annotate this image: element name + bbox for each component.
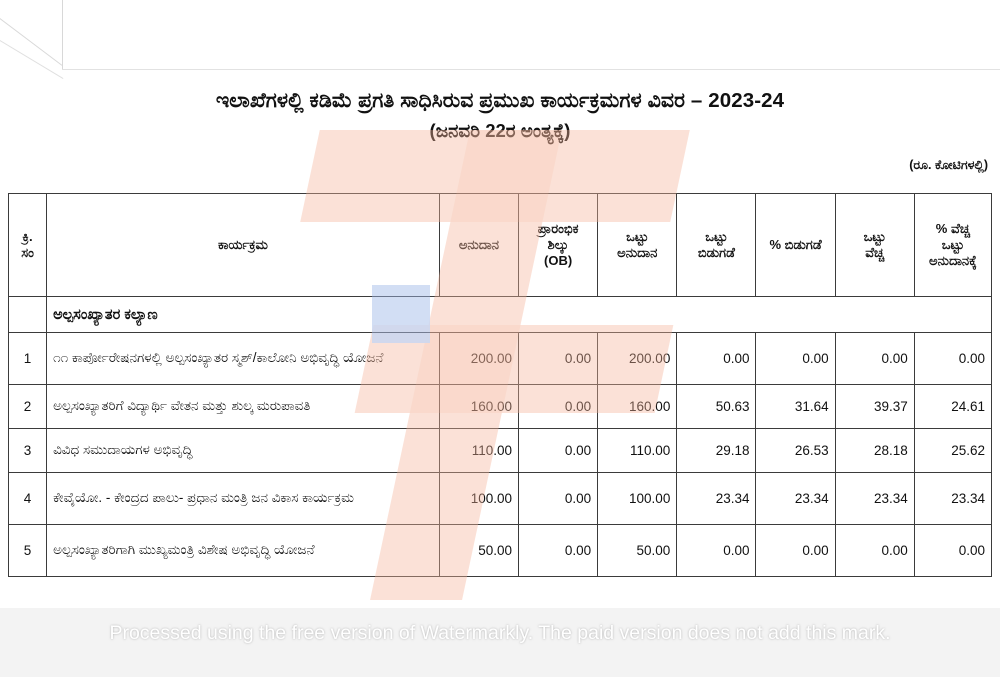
row-percent-release: 23.34 — [756, 473, 835, 525]
row-program: ೧೧ ಕಾರ್ಪೋರೇಷನಗಳಲ್ಲಿ ಅಲ್ಪಸಂಖ್ಯಾತರ ಸ್ಮಶ್/ಕಾಲೋನಿ ಅಭಿವೃದ್ಧಿ ಯೋಜನೆ — [47, 333, 440, 385]
column-header-program: ಕಾರ್ಯಕ್ರಮ — [47, 194, 440, 297]
column-header-opening-balance: ಪ್ರಾರಂಭಿಕ ಶಿಲ್ಕು (OB) — [519, 194, 598, 297]
column-header-serial: ಕ್ರಿ. ಸಂ — [9, 194, 47, 297]
row-percent-release: 31.64 — [756, 385, 835, 429]
table-row — [9, 525, 992, 577]
row-total-release: 23.34 — [677, 473, 756, 525]
page-title: ಇಲಾಖೆಗಳಲ್ಲಿ ಕಡಿಮೆ ಪ್ರಗತಿ ಸಾಧಿಸಿರುವ ಪ್ರಮುಖ ಕಾರ್ಯಕ್ರಮಗಳ ವಿವರ – 2023-24 — [215, 89, 785, 112]
row-grant: 110.00 — [439, 429, 518, 473]
row-percent-expenditure: 24.61 — [914, 385, 991, 429]
row-opening-balance: 0.00 — [519, 429, 598, 473]
row-total-grant: 100.00 — [598, 473, 677, 525]
row-program: ಅಲ್ಪಸಂಖ್ಯಾತರಿಗೆ ವಿದ್ಯಾರ್ಥಿ ವೇತನ ಮತ್ತು ಶುಲ್ಕ ಮರುಪಾವತಿ — [47, 385, 440, 429]
unit-note: (ರೂ. ಕೋಟಿಗಳಲ್ಲಿ) — [909, 158, 988, 172]
row-total-expenditure: 23.34 — [835, 473, 914, 525]
column-header-percent-release: % ಬಿಡುಗಡೆ — [756, 194, 835, 297]
scan-fold-line-vertical — [62, 0, 63, 70]
row-serial: 2 — [9, 385, 47, 429]
row-grant: 160.00 — [439, 385, 518, 429]
row-opening-balance: 0.00 — [519, 473, 598, 525]
row-total-expenditure: 39.37 — [835, 385, 914, 429]
row-percent-expenditure: 0.00 — [914, 525, 991, 577]
section-title-cell: ಅಲ್ಪಸಂಖ್ಯಾತರ ಕಲ್ಯಾಣ — [47, 297, 992, 333]
page-subtitle: (ಜನವರಿ 22ರ ಅಂತ್ಯಕ್ಕೆ) — [429, 119, 571, 141]
programs-table — [8, 193, 992, 577]
row-program: ಕೇವೈಯೋ. - ಕೇಂದ್ರದ ಪಾಲು- ಪ್ರಧಾನ ಮಂತ್ರಿ ಜನ ವಿಕಾಸ ಕಾರ್ಯಕ್ರಮ — [47, 473, 440, 525]
row-percent-release: 0.00 — [756, 525, 835, 577]
row-percent-expenditure: 0.00 — [914, 333, 991, 385]
row-serial: 5 — [9, 525, 47, 577]
scan-fold-line-horizontal — [62, 69, 1000, 70]
row-percent-expenditure: 25.62 — [914, 429, 991, 473]
document-title-block — [0, 88, 1000, 142]
table-row — [9, 473, 992, 525]
row-percent-release: 26.53 — [756, 429, 835, 473]
row-serial: 4 — [9, 473, 47, 525]
row-serial: 1 — [9, 333, 47, 385]
column-header-percent-expenditure: % ವೆಚ್ಚ ಒಟ್ಟು ಅನುದಾನಕ್ಕೆ — [914, 194, 991, 297]
row-grant: 200.00 — [439, 333, 518, 385]
row-opening-balance: 0.00 — [519, 333, 598, 385]
row-total-expenditure: 0.00 — [835, 333, 914, 385]
watermark-text: Processed using the free version of Watermarkly. The paid version does not add this mark. — [109, 622, 891, 644]
column-header-total-release: ಒಟ್ಟು ಬಿಡುಗಡೆ — [677, 194, 756, 297]
row-opening-balance: 0.00 — [519, 525, 598, 577]
row-grant: 100.00 — [439, 473, 518, 525]
row-program: ಅಲ್ಪಸಂಖ್ಯಾತರಿಗಾಗಿ ಮುಖ್ಯಮಂತ್ರಿ ವಿಶೇಷ ಅಭಿವೃದ್ಧಿ ಯೋಜನೆ — [47, 525, 440, 577]
row-total-release: 29.18 — [677, 429, 756, 473]
column-header-grant: ಅನುದಾನ — [439, 194, 518, 297]
table-header-row — [9, 194, 992, 297]
table-row — [9, 385, 992, 429]
row-opening-balance: 0.00 — [519, 385, 598, 429]
table-section-row — [9, 297, 992, 333]
row-total-expenditure: 0.00 — [835, 525, 914, 577]
row-grant: 50.00 — [439, 525, 518, 577]
row-total-grant: 200.00 — [598, 333, 677, 385]
row-total-grant: 50.00 — [598, 525, 677, 577]
row-total-release: 50.63 — [677, 385, 756, 429]
row-total-release: 0.00 — [677, 333, 756, 385]
row-total-grant: 110.00 — [598, 429, 677, 473]
row-program: ವಿವಿಧ ಸಮುದಾಯಗಳ ಅಭಿವೃದ್ಧಿ — [47, 429, 440, 473]
column-header-total-grant: ಒಟ್ಟು ಅನುದಾನ — [598, 194, 677, 297]
row-total-grant: 160.00 — [598, 385, 677, 429]
column-header-total-expenditure: ಒಟ್ಟು ವೆಚ್ಚ — [835, 194, 914, 297]
table-row — [9, 333, 992, 385]
row-serial: 3 — [9, 429, 47, 473]
row-percent-expenditure: 23.34 — [914, 473, 991, 525]
row-total-expenditure: 28.18 — [835, 429, 914, 473]
row-total-release: 0.00 — [677, 525, 756, 577]
row-percent-release: 0.00 — [756, 333, 835, 385]
table-row — [9, 429, 992, 473]
section-serial-cell — [9, 297, 47, 333]
